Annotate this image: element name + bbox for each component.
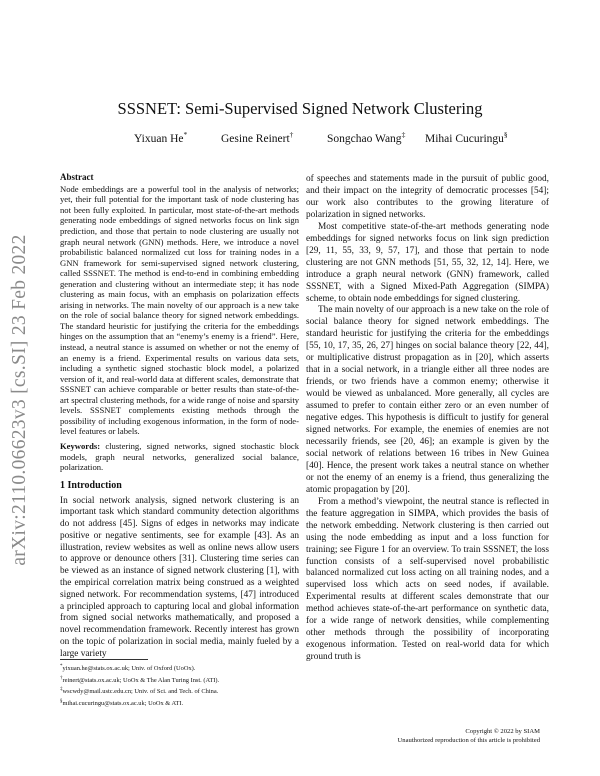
copyright-notice <box>398 727 540 745</box>
right-paragraph-0: of speeches and statements made in the pursuit of public good, and their impact on the integrity of democratic processes [54]; our work also contributes to the growing literature of polarization in signed networks. <box>306 174 549 220</box>
author-wang: Songchao Wang‡ <box>327 130 406 145</box>
right-paragraph-3: From a method’s viewpoint, the neutral stance is reflected in the feature aggregation in SIMPA, which provides the basis of the network embedding. Network clustering is then carried out using the node embedding as input and a loss function for training; see Figure 1 for an overview. To train SSSNET, the loss function consists of a self-supervised novel probabilistic balanced normalized cut loss acting on all training nodes, and a supervised loss which acts on seed nodes, if available. Experimental results at different scales demonstrate that our method achieves state-of-the-art performance on synthetic data, for a wide range of network densities, while complementing other methods through the possibility of incorporating exogenous information. Tested on real-world data for which ground truth is <box>306 496 549 663</box>
author-cucuringu: Mihai Cucuringu§ <box>425 130 508 145</box>
abstract-text: Node embeddings are a powerful tool in the analysis of networks; yet, their full potential for the important task of node clustering has not been fully exploited. In particular, most state-of-the-art methods generating node embeddings of signed networks focus on link sign prediction, and those that pertain to node clustering are usually not graph neural network (GNN) methods. Here, we introduce a novel probabilistic balanced normalized cut loss for training nodes in a GNN framework for semi-supervised signed network clustering, called SSSNET. The method is end-to-end in combining embedding generation and clustering without an intermediate step; it has node clustering as main focus, with an emphasis on polarization effects arising in networks. The main novelty of our approach is a new take on the role of social balance theory for signed network embeddings. The standard heuristic for justifying the criteria for the embeddings hinges on the assumption that an “enemy’s enemy is a friend”. Here, instead, a neutral stance is assumed on whether or not the enemy of an enemy is a friend. Experimental results on various data sets, including a synthetic signed stochastic block model, a polarized version of it, and real-world data at different scales, demonstrate that SSSNET can achieve comparable or better results than state-of-the-art spectral clustering methods, for a wide range of noise and sparsity levels. SSSNET complements existing methods through the possibility of including exogenous information, in the form of node-level features or labels. <box>60 183 299 437</box>
author-he: Yixuan He* <box>134 130 188 145</box>
right-column <box>306 174 549 664</box>
right-paragraph-1: Most competitive state-of-the-art methods generating node embeddings for signed networks focus on link sign prediction [29, 11, 55, 33, 9, 57, 17], and those that pertain to node clustering are not GNN methods [51, 55, 32, 12, 14]. Here, we introduce a graph neural network (GNN) framework, called SSSNET, with a Signed Mixed-Path Aggregation (SIMPA) scheme, to obtain node embeddings for signed clustering. <box>306 221 549 304</box>
left-column <box>60 172 299 661</box>
intro-paragraph-1: In social network analysis, signed network clustering is an important task which standard community detection algorithms do not address [45]. Signs of edges in networks may indicate positive or negative sentiments, see for example [43]. As an illustration, review websites as well as online news allow users to approve or denounce others [31]. Clustering time series can be viewed as an instance of signed network clustering [1], with the empirical correlation matrix being construed as a weighted signed network. For recommendation systems, [47] introduced a principled approach to capturing local and global information from signed social networks mathematically, and proposed a novel recommendation framework. Recently interest has grown on the topic of polarization in social media, mainly fueled by a large variety <box>60 495 299 659</box>
author-reinert: Gesine Reinert† <box>221 130 294 145</box>
footnotes <box>60 662 320 709</box>
keywords-text: clustering, signed networks, signed stochastic block models, graph neural networks, generalized social balance, polarization. <box>60 440 299 473</box>
keywords-label: Keywords: <box>60 440 101 451</box>
section-heading-introduction: 1 Introduction <box>60 479 122 491</box>
paper-title: SSSNET: Semi-Supervised Signed Network Clustering <box>117 99 483 118</box>
footnote: *yixuan.he@stats.ox.ac.uk; Univ. of Oxford (UoOx). <box>60 664 196 673</box>
footnote: †reinert@stats.ox.ac.uk; UoOx & The Alan Turing Inst. (ATI). <box>60 675 220 684</box>
footnote: §mihai.cucuringu@stats.ox.ac.uk; UoOx & ATI. <box>60 699 184 708</box>
arxiv-identifier: arXiv:2110.06623v3 [cs.SI] 23 Feb 2022 <box>9 234 30 566</box>
right-paragraph-2: The main novelty of our approach is a new take on the role of social balance theory for signed network embeddings. The standard heuristic for justifying the criteria for the embeddings [55, 10, 17, 35, 26, 27] hinges on social balance theory [22, 44], or multiplicative distrust propagation as in [20], which asserts that in a social network, in a triangle either all three nodes are friends, or two friends have a common enemy; otherwise it would be viewed as unbalanced. More generally, all cycles are assumed to prefer to contain either zero or an even number of negative edges. This hypothesis is difficult to justify for general signed networks. For example, the enemies of enemies are not necessarily friends, see [20, 46]; an example is given by the social network of relations between 16 tribes in New Guinea [40]. Hence, the present work takes a neutral stance on whether or not the enemy of an enemy is a friend, thus generalizing the atomic propagation by [20]. <box>306 305 549 495</box>
footnote: ‡wscwdy@mail.ustc.edu.cn; Univ. of Sci. and Tech. of China. <box>60 687 219 696</box>
footnote-rule <box>60 659 148 660</box>
arxiv-sidebar <box>8 215 32 585</box>
keywords <box>60 441 299 473</box>
copyright-line: Copyright © 2022 by SIAM <box>465 728 540 735</box>
abstract-heading: Abstract <box>60 172 94 182</box>
reproduction-notice: Unauthorized reproduction of this article is prohibited <box>397 737 540 744</box>
